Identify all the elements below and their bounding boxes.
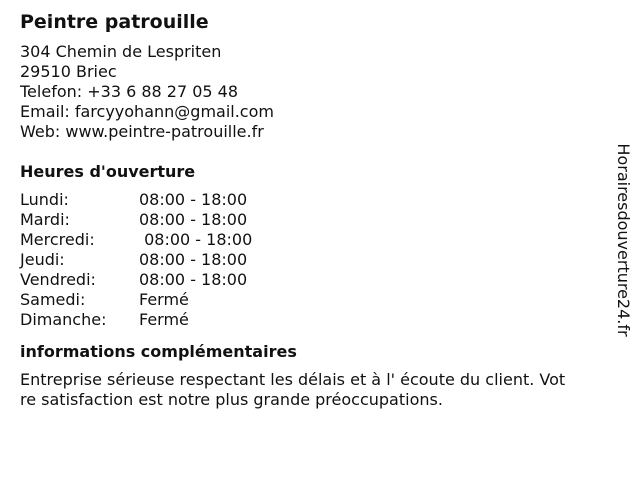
hours-day: Mardi: [20, 210, 70, 229]
hours-row-sunday [20, 310, 580, 330]
address-line-1: 304 Chemin de Lespriten [20, 42, 222, 61]
business-name: Peintre patrouille [20, 11, 209, 33]
hours-table [20, 190, 580, 330]
hours-time: 08:00 - 18:00 [139, 190, 248, 209]
hours-row-saturday [20, 290, 580, 310]
hours-day: Jeudi: [20, 250, 65, 269]
hours-day: Lundi: [20, 190, 69, 209]
hours-row-tuesday [20, 210, 580, 230]
business-card [20, 10, 580, 410]
hours-time: 08:00 - 18:00 [139, 270, 248, 289]
hours-row-monday [20, 190, 580, 210]
hours-day: Mercredi: [20, 230, 95, 249]
hours-time: 08:00 - 18:00 [139, 250, 248, 269]
extra-info-description: Entreprise sérieuse respectant les délais et à l' écoute du client. Votre satisfaction est notre plus grande préoccupations. [20, 370, 566, 409]
address-line-2: 29510 Briec [20, 62, 117, 81]
hours-title: Heures d'ouverture [20, 162, 196, 181]
contact-block [20, 42, 580, 142]
web-line: Web: www.peintre-patrouille.fr [20, 122, 264, 141]
extra-info-title: informations complémentaires [20, 342, 297, 361]
email-line: Email: farcyyohann@gmail.com [20, 102, 274, 121]
hours-day: Samedi: [20, 290, 86, 309]
hours-time: 08:00 - 18:00 [139, 210, 248, 229]
hours-time: 08:00 - 18:00 [139, 230, 253, 249]
hours-row-thursday [20, 250, 580, 270]
hours-day: Dimanche: [20, 310, 107, 329]
hours-time: Fermé [139, 310, 189, 329]
phone-line: Telefon: +33 6 88 27 05 48 [20, 82, 239, 101]
site-watermark: Horairesdouverture24.fr [614, 143, 633, 337]
hours-row-wednesday [20, 230, 580, 250]
hours-time: Fermé [139, 290, 189, 309]
hours-row-friday [20, 270, 580, 290]
hours-day: Vendredi: [20, 270, 96, 289]
